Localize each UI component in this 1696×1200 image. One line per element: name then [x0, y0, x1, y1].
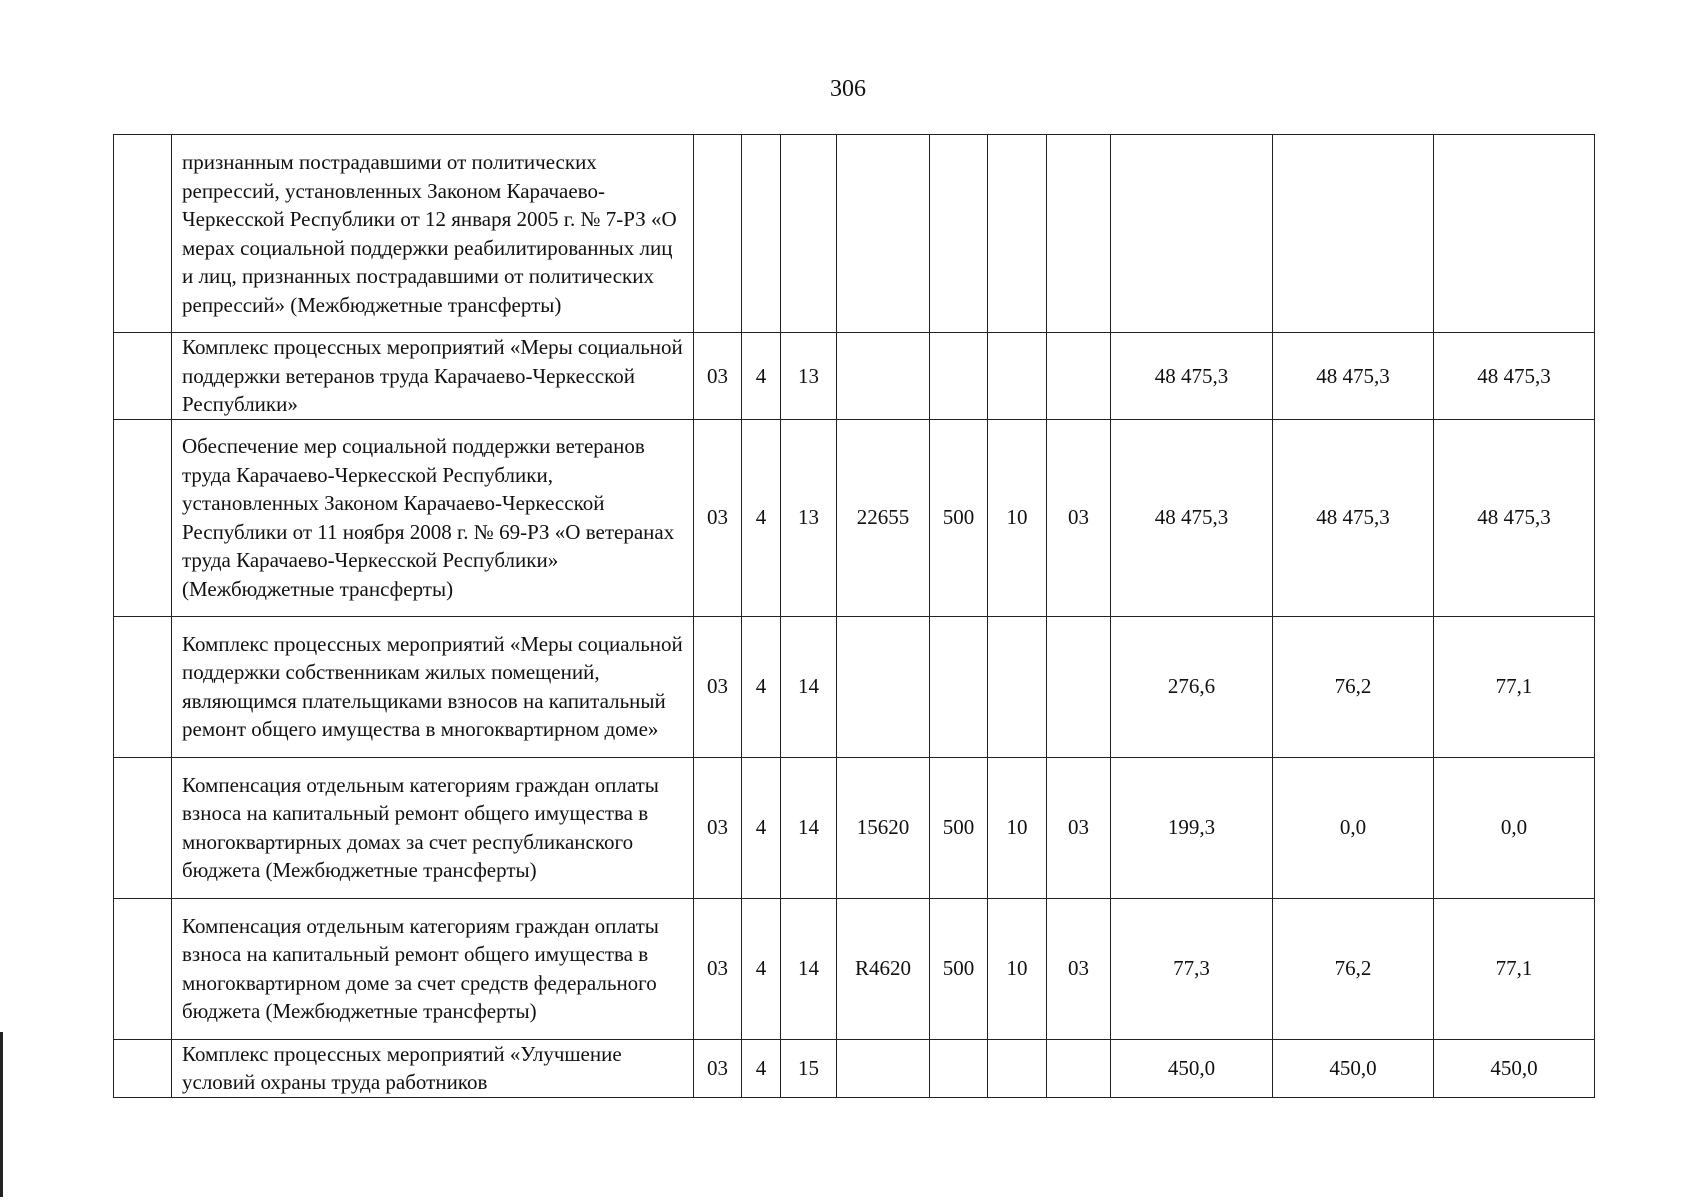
- row-number-cell: [114, 333, 172, 420]
- code-subsection-cell: [1047, 333, 1111, 420]
- code-ministry-cell: 03: [694, 419, 742, 616]
- code-expense-type-cell: 500: [930, 757, 988, 898]
- amount-year3-cell: 48 475,3: [1434, 419, 1595, 616]
- code-direction-cell: [837, 616, 930, 757]
- code-direction-cell: [837, 1039, 930, 1097]
- code-program-cell: 4: [742, 1039, 781, 1097]
- amount-year1-cell: 48 475,3: [1111, 333, 1273, 420]
- code-subprogram-cell: 15: [781, 1039, 837, 1097]
- code-expense-type-cell: [930, 616, 988, 757]
- amount-year3-cell: 0,0: [1434, 757, 1595, 898]
- code-program-cell: [742, 135, 781, 333]
- amount-year1-cell: 276,6: [1111, 616, 1273, 757]
- amount-year2-cell: 48 475,3: [1273, 419, 1434, 616]
- code-program-cell: 4: [742, 757, 781, 898]
- amount-year1-cell: 450,0: [1111, 1039, 1273, 1097]
- code-program-cell: 4: [742, 616, 781, 757]
- code-ministry-cell: 03: [694, 333, 742, 420]
- code-subprogram-cell: 14: [781, 616, 837, 757]
- item-name-cell: Комплекс процессных мероприятий «Улучшение условий охраны труда работников: [172, 1039, 694, 1097]
- code-section-cell: [988, 135, 1047, 333]
- table-row: [114, 419, 1595, 616]
- amount-year3-cell: 77,1: [1434, 616, 1595, 757]
- code-subprogram-cell: 14: [781, 757, 837, 898]
- item-name-cell: Компенсация отдельным категориям граждан оплаты взноса на капитальный ремонт общего имущества в многоквартирных домах за счет республиканского бюджета (Межбюджетные трансферты): [172, 757, 694, 898]
- row-number-cell: [114, 135, 172, 333]
- code-subprogram-cell: 13: [781, 333, 837, 420]
- code-section-cell: [988, 616, 1047, 757]
- amount-year2-cell: 76,2: [1273, 616, 1434, 757]
- code-expense-type-cell: 500: [930, 898, 988, 1039]
- code-section-cell: 10: [988, 419, 1047, 616]
- page-number: 306: [830, 76, 866, 102]
- code-program-cell: 4: [742, 419, 781, 616]
- code-direction-cell: [837, 333, 930, 420]
- amount-year2-cell: 76,2: [1273, 898, 1434, 1039]
- table-row: [114, 616, 1595, 757]
- code-direction-cell: [837, 135, 930, 333]
- amount-year1-cell: 77,3: [1111, 898, 1273, 1039]
- table-row: [114, 898, 1595, 1039]
- code-subsection-cell: [1047, 135, 1111, 333]
- row-number-cell: [114, 419, 172, 616]
- amount-year3-cell: 48 475,3: [1434, 333, 1595, 420]
- code-section-cell: 10: [988, 898, 1047, 1039]
- item-name-cell: признанным пострадавшими от политических репрессий, установленных Законом Карачаево-Черкесской Республики от 12 января 2005 г. № 7-РЗ «О мерах социальной поддержки реабилитированных лиц и лиц, признанных пострадавшими от политических репрессий» (Межбюджетные трансферты): [172, 135, 694, 333]
- table-row: [114, 135, 1595, 333]
- code-expense-type-cell: [930, 1039, 988, 1097]
- amount-year1-cell: 48 475,3: [1111, 419, 1273, 616]
- row-number-cell: [114, 898, 172, 1039]
- code-ministry-cell: 03: [694, 757, 742, 898]
- code-subprogram-cell: 13: [781, 419, 837, 616]
- code-subprogram-cell: 14: [781, 898, 837, 1039]
- code-direction-cell: R4620: [837, 898, 930, 1039]
- code-section-cell: [988, 1039, 1047, 1097]
- budget-table: [113, 134, 1595, 1098]
- code-expense-type-cell: 500: [930, 419, 988, 616]
- code-program-cell: 4: [742, 898, 781, 1039]
- code-ministry-cell: 03: [694, 1039, 742, 1097]
- table-row: [114, 1039, 1595, 1097]
- code-subsection-cell: 03: [1047, 898, 1111, 1039]
- item-name-cell: Компенсация отдельным категориям граждан оплаты взноса на капитальный ремонт общего имущества в многоквартирном доме за счет средств федерального бюджета (Межбюджетные трансферты): [172, 898, 694, 1039]
- code-section-cell: 10: [988, 757, 1047, 898]
- code-direction-cell: 22655: [837, 419, 930, 616]
- code-section-cell: [988, 333, 1047, 420]
- item-name-cell: Комплекс процессных мероприятий «Меры социальной поддержки ветеранов труда Карачаево-Черкесской Республики»: [172, 333, 694, 420]
- code-subsection-cell: 03: [1047, 419, 1111, 616]
- amount-year3-cell: [1434, 135, 1595, 333]
- code-subsection-cell: [1047, 1039, 1111, 1097]
- scan-edge-mark: [0, 1032, 3, 1197]
- amount-year3-cell: 450,0: [1434, 1039, 1595, 1097]
- code-expense-type-cell: [930, 333, 988, 420]
- amount-year3-cell: 77,1: [1434, 898, 1595, 1039]
- code-subsection-cell: 03: [1047, 757, 1111, 898]
- code-subsection-cell: [1047, 616, 1111, 757]
- row-number-cell: [114, 757, 172, 898]
- code-ministry-cell: 03: [694, 898, 742, 1039]
- item-name-cell: Комплекс процессных мероприятий «Меры социальной поддержки собственникам жилых помещений, являющимся плательщиками взносов на капитальный ремонт общего имущества в многоквартирном доме»: [172, 616, 694, 757]
- table-row: [114, 333, 1595, 420]
- table-row: [114, 757, 1595, 898]
- code-subprogram-cell: [781, 135, 837, 333]
- code-direction-cell: 15620: [837, 757, 930, 898]
- amount-year1-cell: 199,3: [1111, 757, 1273, 898]
- amount-year2-cell: 48 475,3: [1273, 333, 1434, 420]
- code-program-cell: 4: [742, 333, 781, 420]
- item-name-cell: Обеспечение мер социальной поддержки ветеранов труда Карачаево-Черкесской Республики, установленных Законом Карачаево-Черкесской Республики от 11 ноября 2008 г. № 69-РЗ «О ветеранах труда Карачаево-Черкесской Республики» (Межбюджетные трансферты): [172, 419, 694, 616]
- amount-year2-cell: 0,0: [1273, 757, 1434, 898]
- code-expense-type-cell: [930, 135, 988, 333]
- row-number-cell: [114, 616, 172, 757]
- code-ministry-cell: 03: [694, 616, 742, 757]
- amount-year2-cell: [1273, 135, 1434, 333]
- amount-year1-cell: [1111, 135, 1273, 333]
- code-ministry-cell: [694, 135, 742, 333]
- row-number-cell: [114, 1039, 172, 1097]
- amount-year2-cell: 450,0: [1273, 1039, 1434, 1097]
